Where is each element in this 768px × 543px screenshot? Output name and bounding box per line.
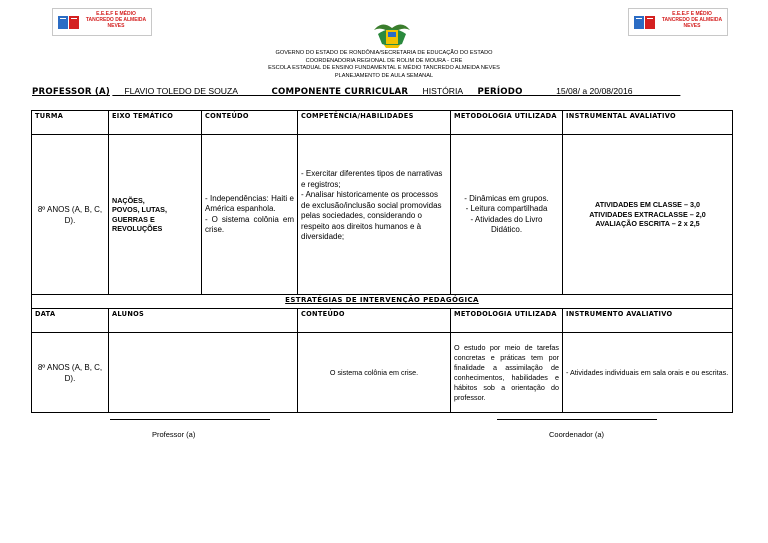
header-competencia: COMPETÊNCIA/HABILIDADES <box>298 111 451 135</box>
school-logo-right <box>628 8 728 36</box>
competencia-cell <box>298 135 451 295</box>
componente-value: HISTÓRIA <box>422 86 464 96</box>
table2-data-row <box>32 333 733 413</box>
coordenador-signature-label: Coordenador (a) <box>549 430 605 439</box>
metodologia-item: - Dinâmicas em grupos. <box>464 193 549 203</box>
header-metodologia-2: METODOLOGIA UTILIZADA <box>451 309 563 333</box>
metodologia-item: - Atividades do Livro Didático. <box>470 214 543 234</box>
book-icon <box>57 13 81 31</box>
lesson-plan-table <box>31 110 733 413</box>
header-line-2: COORDENADORIA REGIONAL DE ROLIM DE MOURA - CRE <box>305 57 463 64</box>
professor-value: FLAVIO TOLEDO DE SOUZA <box>124 86 238 96</box>
eixo-line: POVOS, LUTAS, <box>112 205 167 214</box>
header-conteudo: CONTEÚDO <box>202 111 298 135</box>
coordenador-signature-line <box>497 419 657 420</box>
book-icon <box>633 13 657 31</box>
header-alunos: ALUNOS <box>109 309 298 333</box>
eixo-line: GUERRAS E <box>112 214 155 224</box>
header-metodologia: METODOLOGIA UTILIZADA <box>451 111 563 135</box>
conteudo-cell <box>202 135 298 295</box>
professor-label: PROFESSOR (A) <box>32 87 110 97</box>
logo-line-3: NEVES <box>107 23 125 29</box>
logo-line-1: E.E.E.F E MÉDIO <box>672 11 712 17</box>
logo-line-2: TANCREDO DE ALMEIDA <box>85 17 147 23</box>
periodo-label: PERÍODO <box>477 87 523 97</box>
eixo-line: NAÇÕES, <box>112 195 145 205</box>
metodologia2-cell: O estudo por meio de tarefas concretas e práticas tem por finalidade a assimilação de conhecimentos, habilidades e hábitos sob a orientação do professor. <box>451 333 563 413</box>
metodologia-item: - Leitura compartilhada <box>465 204 548 213</box>
header-conteudo-2: CONTEÚDO <box>298 309 451 333</box>
header-eixo: EIXO TEMÁTICO <box>109 111 202 135</box>
alunos-cell <box>109 333 298 413</box>
state-emblem-icon <box>372 20 412 50</box>
competencia-item: - Exercitar diferentes tipos de narrativas e registros; <box>301 169 443 189</box>
table2-header-row <box>32 309 733 333</box>
estrategias-title: ESTRATÉGIAS DE INTERVENÇÃO PEDAGÓGICA <box>32 295 733 309</box>
header-data: DATA <box>32 309 109 333</box>
eixo-cell <box>109 135 202 295</box>
info-line: PROFESSOR (A) __FLAVIO TOLEDO DE SOUZA_______COMPONENTE CURRICULAR___HISTÓRIA___PERÍODO_______15/08/ a 20/08/2016__________ <box>32 86 681 97</box>
estrategias-row <box>32 295 733 309</box>
turma-cell: 8º ANOS (A, B, C, D). <box>32 135 109 295</box>
header-turma: TURMA <box>32 111 109 135</box>
instrumental-item: ATIVIDADES EXTRACLASSE – 2,0 <box>589 209 706 219</box>
conteudo2-cell: O sistema colônia em crise. <box>298 333 451 413</box>
instrumental-item: ATIVIDADES EM CLASSE – 3,0 <box>595 200 700 210</box>
conteudo-item: - O sistema colônia em crise. <box>205 214 294 234</box>
conteudo-item: - Independências: Haiti e América espanhola. <box>205 193 294 213</box>
eixo-line: REVOLUÇÕES <box>112 224 163 233</box>
header-line-3: ESCOLA ESTADUAL DE ENSINO FUNDAMENTAL E MÉDIO TANCREDO ALMEIDA NEVES <box>268 65 500 72</box>
professor-signature-label: Professor (a) <box>152 430 196 439</box>
logo-line-3: NEVES <box>683 23 701 29</box>
table1-data-row <box>32 135 733 295</box>
competencia-item: - Analisar historicamente os processos de exclusão/inclusão social promovidas pelas sociedades, considerando o respeito aos direitos humanos e à diversidade; <box>301 190 442 241</box>
logo-line-2: TANCREDO DE ALMEIDA <box>661 17 723 23</box>
document-header <box>0 50 768 80</box>
header-line-4: PLANEJAMENTO DE AULA SEMANAL <box>334 72 434 79</box>
professor-signature-line <box>110 419 270 420</box>
header-instrumental: INSTRUMENTAL AVALIATIVO <box>563 111 733 135</box>
header-instrumento: INSTRUMENTO AVALIATIVO <box>563 309 733 333</box>
school-logo-left <box>52 8 152 36</box>
instrumental-cell <box>563 135 733 295</box>
header-line-1: GOVERNO DO ESTADO DE RONDÔNIA/SECRETARIA DE EDUCAÇÃO DO ESTADO <box>275 50 493 56</box>
table1-header-row <box>32 111 733 135</box>
periodo-value: 15/08/ a 20/08/2016 <box>556 86 633 96</box>
instrumento-cell: - Atividades individuais em sala orais e ou escritas. <box>563 333 733 413</box>
logo-line-1: E.E.E.F E MÉDIO <box>96 11 136 17</box>
data-cell: 8º ANOS (A, B, C, D). <box>32 333 109 413</box>
metodologia-cell <box>451 135 563 295</box>
instrumental-item: AVALIAÇÃO ESCRITA – 2 x 2,5 <box>595 219 700 229</box>
componente-label: COMPONENTE CURRICULAR <box>271 87 409 97</box>
